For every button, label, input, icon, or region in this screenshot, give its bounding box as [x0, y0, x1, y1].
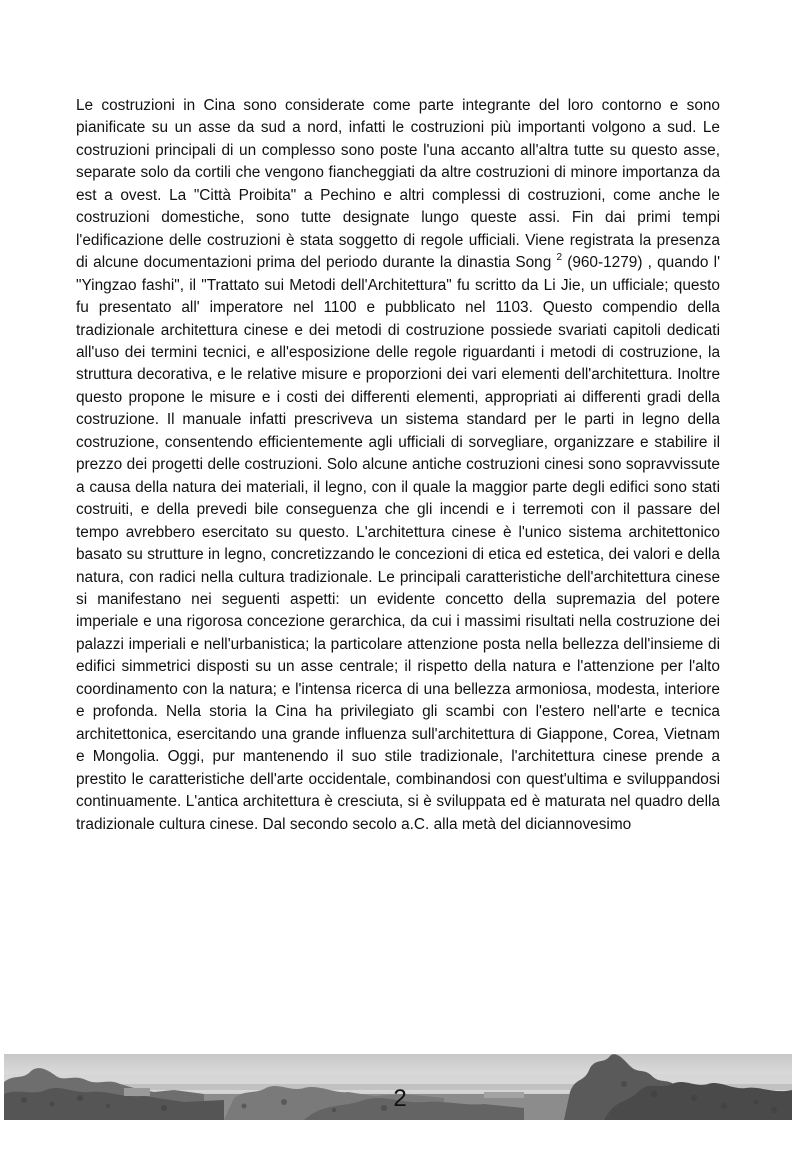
body-text-part-1: Le costruzioni in Cina sono considerate come parte integrante del loro contorno e sono pianificate su un asse da sud a nord, infatti le costruzioni più importanti volgono a sud. Le costruzioni principali di un complesso sono poste l'una accanto all'altra tutte su questo asse, separate solo da cortili che vengono fiancheggiati da altre costruzioni di minore importanza da est a ovest. La "Città Proibita" a Pechino e altri complessi di costruzioni, come anche le costruzioni domestiche, sono tutte designate lungo queste assi. Fin dai primi tempi l'edificazione delle costruzioni è stata soggetto di regole ufficiali. Viene registrata la presenza di alcune documentazioni prima del periodo durante la dinastia Song [76, 97, 720, 272]
body-paragraph [76, 95, 720, 836]
body-text-part-2: (960-1279) , quando l' "Yingzao fashi", il "Trattato sui Metodi dell'Architettura" fu scritto da Li Jie, un ufficiale; questo fu presentato all' imperatore nel 1100 e pubblicato nel 1103. Questo compendio della tradizionale architettura cinese e dei metodi di costruzione possiede svariati capitoli dedicati all'uso dei termini tecnici, e all'esposizione delle regole riguardanti i metodi di costruzione, la struttura decorativa, e le relative misure e proporzioni dei vari elementi dell'architettura. Inoltre questo propone le misure e i costi dei differenti elementi, appropriati ai differenti gradi della costruzione. Il manuale infatti prescriveva un sistema standard per le parti in legno della costruzione, consentendo efficientemente agli ufficiali di sorvegliare, organizzare e stabilire il prezzo dei progetti delle costruzioni. Solo alcune antiche costruzioni cinesi sono sopravvissute a causa della natura dei materiali, il legno, con il quale la maggior parte degli edifici sono stati costruiti, e della prevedi bile conseguenza che gli incendi e i terremoti con il passare del tempo avrebbero esercitato su questo. L'architettura cinese è l'unico sistema architettonico basato su strutture in legno, concretizzando le concezioni di etica ed estetica, dei valori e della natura, con radici nella cultura tradizionale. Le principali caratteristiche dell'architettura cinese si manifestano nei seguenti aspetti: un evidente concetto della supremazia del potere imperiale e una rigorosa concezione gerarchica, da cui i massimi risultati nella costruzione dei palazzi imperiali e nell'urbanistica; la particolare attenzione posta nella bellezza dell'insieme di edifici simmetrici disposti su un asse centrale; il rispetto della natura e l'attenzione per l'alto coordinamento con la natura; e l'intensa ricerca di una bellezza armoniosa, modesta, interiore e profonda. Nella storia la Cina ha privilegiato gli scambi con l'estero nell'arte e tecnica architettonica, esercitando una grande influenza sull'architettura di Giappone, Corea, Vietnam e Mongolia. Oggi, pur mantenendo il suo stile tradizionale, l'architettura cinese prende a prestito le caratteristiche dell'arte occidentale, combinandosi con quest'ultima e sviluppandosi continuamente. L'antica architettura è cresciuta, si è sviluppata ed è maturata nel quadro della tradizionale cultura cinese. Dal secondo secolo a.C. alla metà del diciannovesimo [76, 254, 721, 833]
footnote-reference[interactable]: 2 [556, 252, 563, 264]
page-number: 2 [393, 1085, 407, 1112]
